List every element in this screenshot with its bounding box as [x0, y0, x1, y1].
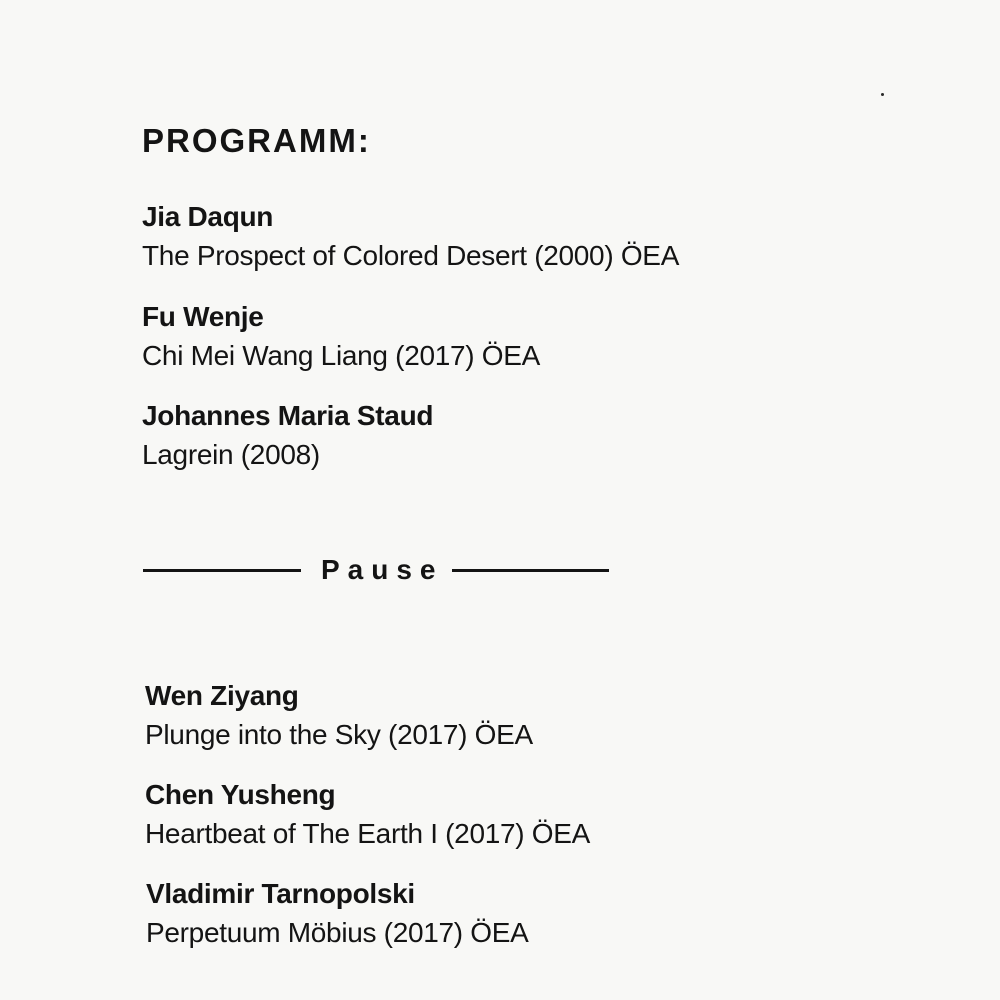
paper-speck	[881, 93, 884, 96]
intermission-label: Pause	[321, 554, 444, 585]
divider-rule-right	[452, 569, 609, 572]
work-title: Plunge into the Sky (2017) ÖEA	[145, 719, 533, 750]
program-heading: PROGRAMM:	[142, 122, 371, 159]
program-entry	[142, 402, 433, 469]
composer-name: Johannes Maria Staud	[142, 400, 434, 431]
work-title: Lagrein (2008)	[142, 439, 320, 470]
work-title: The Prospect of Colored Desert (2000) ÖEA	[142, 240, 680, 271]
intermission-divider	[143, 556, 609, 584]
composer-name: Vladimir Tarnopolski	[146, 878, 415, 909]
work-title: Chi Mei Wang Liang (2017) ÖEA	[142, 340, 541, 371]
composer-name: Jia Daqun	[142, 201, 274, 232]
program-entry	[145, 781, 590, 848]
program-entry	[142, 303, 540, 370]
program-entry	[142, 203, 679, 270]
program-entry	[146, 880, 529, 947]
divider-rule-left	[143, 569, 301, 572]
work-title: Heartbeat of The Earth I (2017) ÖEA	[145, 818, 591, 849]
program-entry	[145, 682, 533, 749]
composer-name: Fu Wenje	[142, 301, 264, 332]
work-title: Perpetuum Möbius (2017) ÖEA	[146, 917, 529, 948]
composer-name: Wen Ziyang	[145, 680, 299, 711]
composer-name: Chen Yusheng	[145, 779, 336, 810]
